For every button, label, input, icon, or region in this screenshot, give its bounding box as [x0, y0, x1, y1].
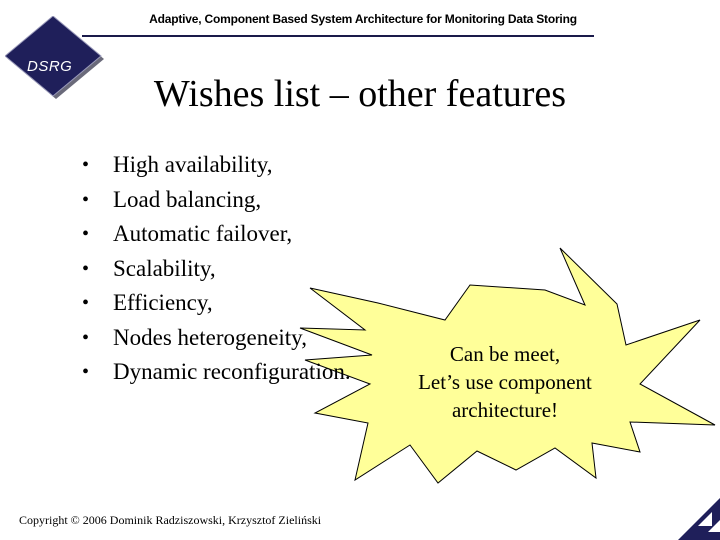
bullet-item [82, 217, 351, 252]
header-title: Adaptive, Component Based System Architecture for Monitoring Data Storing [149, 12, 577, 26]
callout-line: Can be meet, [449, 342, 561, 366]
logo-text: DSRG [27, 58, 73, 75]
bullet-dot: • [82, 361, 90, 383]
bullet-item [82, 148, 351, 183]
bullet-item [82, 355, 351, 390]
bullet-text: Automatic failover, [113, 221, 293, 246]
bullet-dot: • [82, 292, 90, 314]
bullet-dot: • [82, 223, 90, 245]
bullet-dot: • [82, 154, 90, 176]
bullet-dot: • [82, 326, 90, 349]
bullet-text: Load balancing, [113, 186, 262, 212]
bullet-text: High availability, [113, 152, 273, 177]
slide-title: Wishes list – other features [153, 73, 567, 115]
corner-decoration-icon [678, 498, 720, 540]
bullet-item [82, 286, 351, 321]
bullet-item [82, 252, 351, 287]
callout-text [385, 340, 625, 424]
callout-line: Let’s use component [418, 370, 592, 394]
bullet-text: Nodes heterogeneity, [113, 324, 307, 350]
bullet-list [82, 148, 351, 390]
copyright-footer: Copyright © 2006 Dominik Radziszowski, Krzysztof Zieliński [19, 513, 322, 527]
callout-line: architecture! [451, 398, 559, 422]
bullet-text: Dynamic reconfiguration. [113, 359, 351, 384]
bullet-dot: • [82, 257, 90, 280]
bullet-item [82, 321, 351, 356]
bullet-text: Efficiency, [113, 290, 213, 315]
bullet-text: Scalability, [113, 255, 216, 281]
bullet-dot: • [82, 188, 90, 211]
bullet-item [82, 183, 351, 218]
